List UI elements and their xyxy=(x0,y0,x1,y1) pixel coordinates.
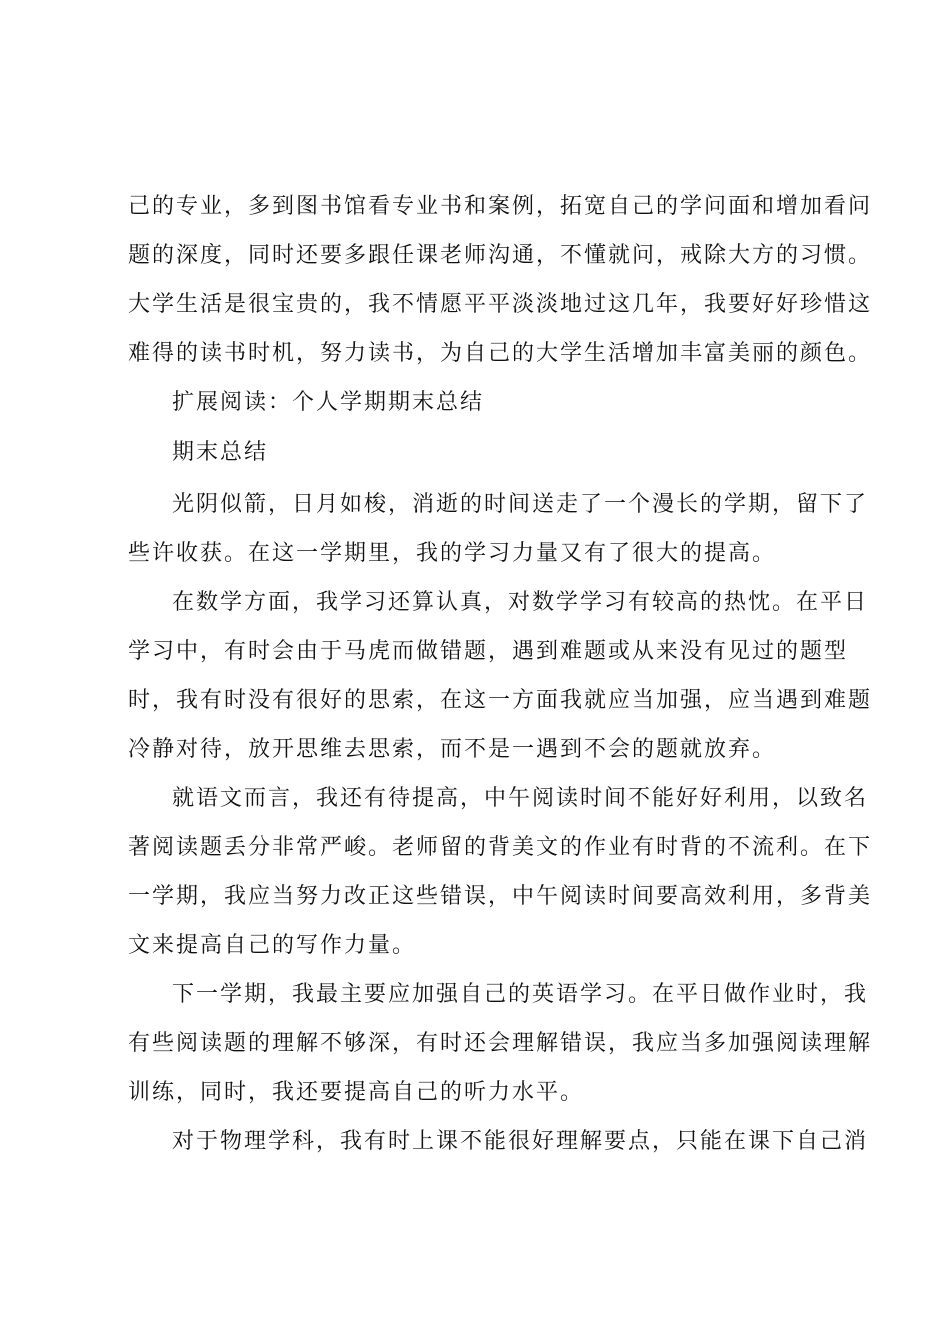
paragraph-line: 就语文而言，我还有待提高，中午阅读时间不能好好利用，以致名 xyxy=(172,786,869,811)
paragraph-line: 己的专业，多到图书馆看专业书和案例，拓宽自己的学问面和增加看问 xyxy=(128,194,873,219)
paragraph-line: 著阅读题丢分非常严峻。老师留的背美文的作业有时背的不流利。在下 xyxy=(128,835,873,860)
paragraph-line: 学习中，有时会由于马虎而做错题，遇到难题或从来没有见过的题型 xyxy=(128,639,849,664)
paragraph-line: 文来提高自己的写作力量。 xyxy=(128,933,417,958)
paragraph-line: 些许收获。在这一学期里，我的学习力量又有了很大的提高。 xyxy=(128,541,777,566)
paragraph-line: 有些阅读题的理解不够深，有时还会理解错误，我应当多加强阅读理解 xyxy=(128,1031,873,1056)
paragraph-line: 题的深度，同时还要多跟任课老师沟通，不懂就问，戒除大方的习惯。 xyxy=(128,243,873,268)
paragraph-line: 一学期，我应当努力改正这些错误，中午阅读时间要高效利用，多背美 xyxy=(128,884,873,909)
paragraph-line: 下一学期，我最主要应加强自己的英语学习。在平日做作业时，我 xyxy=(172,982,869,1007)
paragraph-line: 训练，同时，我还要提高自己的听力水平。 xyxy=(128,1080,585,1105)
paragraph-line: 在数学方面，我学习还算认真，对数学学习有较高的热忱。在平日 xyxy=(172,590,869,615)
paragraph-line: 光阴似箭，日月如梭，消逝的时间送走了一个漫长的学期，留下了 xyxy=(172,492,869,517)
section-heading: 扩展阅读：个人学期期末总结 xyxy=(172,390,485,415)
paragraph-line: 冷静对待，放开思维去思索，而不是一遇到不会的题就放弃。 xyxy=(128,737,777,762)
paragraph-line: 大学生活是很宝贵的，我不情愿平平淡淡地过这几年，我要好好珍惜这 xyxy=(128,292,873,317)
paragraph-line: 难得的读书时机，努力读书，为自己的大学生活增加丰富美丽的颜色。 xyxy=(128,341,873,366)
section-subheading: 期末总结 xyxy=(172,440,269,465)
paragraph-line: 时，我有时没有很好的思索，在这一方面我就应当加强，应当遇到难题 xyxy=(128,688,873,713)
paragraph-line: 对于物理学科，我有时上课不能很好理解要点，只能在课下自己消 xyxy=(172,1129,869,1154)
